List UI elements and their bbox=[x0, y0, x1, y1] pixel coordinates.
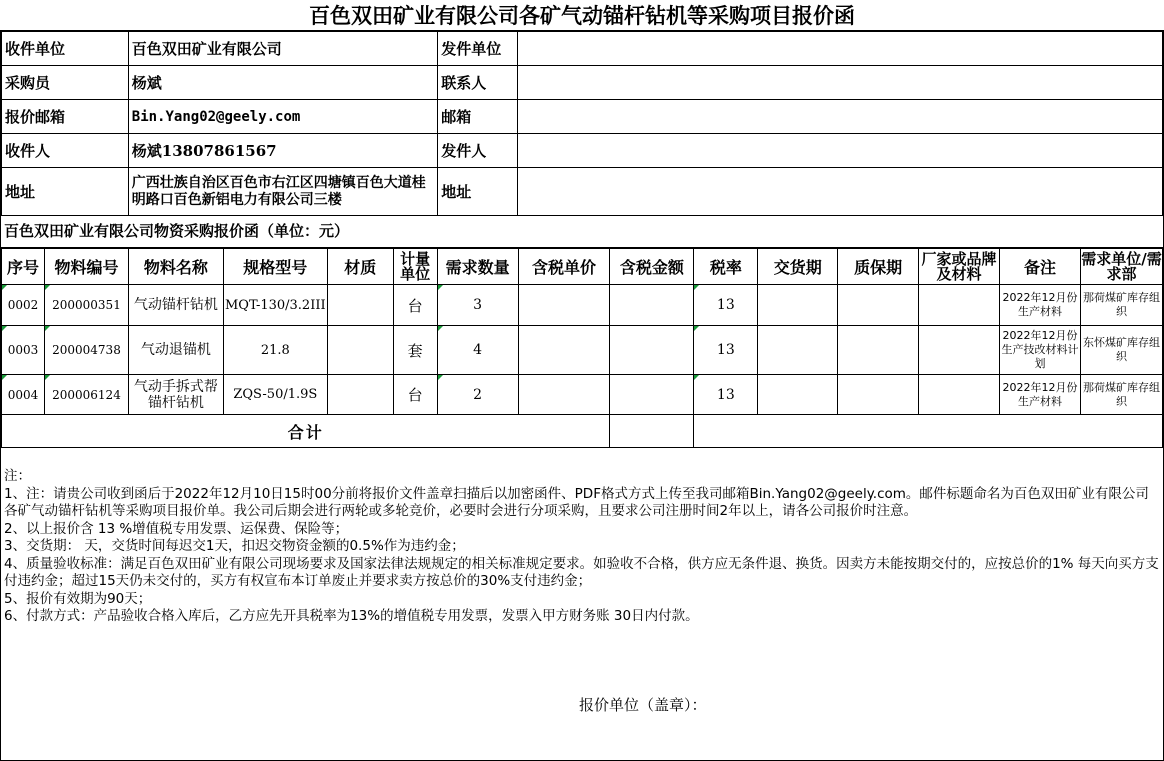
total-label: 合计 bbox=[2, 415, 610, 448]
row-amount[interactable] bbox=[610, 375, 694, 415]
table-header-row bbox=[2, 249, 1163, 285]
row-seq: 0003 bbox=[2, 326, 45, 375]
recipient-value[interactable]: 杨斌13807861567 bbox=[128, 134, 438, 168]
row-brand[interactable] bbox=[919, 326, 1000, 375]
signature-line: 报价单位（盖章）： bbox=[579, 696, 707, 714]
note-item: 2、以上报价含 13 %增值税专用发票、运保费、保险等； bbox=[4, 520, 349, 537]
header-dept: 需求单位/需求部 bbox=[1081, 249, 1162, 283]
row-brand[interactable] bbox=[919, 375, 1000, 415]
header-qty: 需求数量 bbox=[437, 249, 518, 285]
header-material: 材质 bbox=[327, 249, 393, 285]
quote-email-value[interactable]: Bin.Yang02@geely.com bbox=[128, 100, 438, 134]
email-value[interactable] bbox=[518, 100, 1163, 134]
row-dept: 东怀煤矿库存组织 bbox=[1080, 326, 1162, 375]
row-amount[interactable] bbox=[610, 326, 694, 375]
address-value[interactable]: 广西壮族自治区百色市右江区四塘镇百色大道桂明路口百色新铝电力有限公司三楼 bbox=[128, 168, 438, 216]
row-name: 气动锚杆钻机 bbox=[128, 285, 223, 326]
row-tax: 13 bbox=[694, 375, 758, 415]
row-delivery[interactable] bbox=[758, 375, 838, 415]
row-name: 气动退锚机 bbox=[128, 326, 223, 375]
header-remark: 备注 bbox=[1000, 249, 1081, 285]
row-tax: 13 bbox=[694, 285, 758, 326]
table-row bbox=[2, 285, 1163, 326]
header-unit-price: 含税单价 bbox=[518, 249, 610, 285]
row-amount[interactable] bbox=[610, 285, 694, 326]
sender-label: 发件人 bbox=[438, 134, 518, 168]
row-material[interactable] bbox=[327, 326, 393, 375]
email-label: 邮箱 bbox=[438, 100, 518, 134]
info-table bbox=[1, 31, 1163, 216]
table-row bbox=[2, 375, 1163, 415]
row-brand[interactable] bbox=[919, 285, 1000, 326]
row-qty: 4 bbox=[437, 326, 518, 375]
recipient-label: 收件人 bbox=[2, 134, 129, 168]
row-remark: 2022年12月份生产技改材料计划 bbox=[1000, 326, 1081, 375]
quotation-sheet bbox=[0, 30, 1164, 761]
row-delivery[interactable] bbox=[758, 285, 838, 326]
row-qty: 3 bbox=[437, 285, 518, 326]
header-name: 物料名称 bbox=[128, 249, 223, 285]
row-code: 200000351 bbox=[44, 285, 128, 326]
items-table bbox=[1, 248, 1163, 448]
row-dept: 那荷煤矿库存组织 bbox=[1080, 285, 1162, 326]
buyer-label: 采购员 bbox=[2, 66, 129, 100]
row-warranty[interactable] bbox=[838, 285, 919, 326]
row-warranty[interactable] bbox=[838, 375, 919, 415]
row-spec: ZQS-50/1.9S bbox=[223, 375, 327, 415]
total-amount[interactable] bbox=[610, 415, 694, 448]
row-material[interactable] bbox=[327, 375, 393, 415]
row-spec: 21.8 bbox=[223, 326, 327, 375]
note-item: 6、付款方式：产品验收合格入库后，乙方应先开具税率为13%的增值税专用发票，发票入甲方财务账 30日内付款。 bbox=[4, 608, 699, 624]
row-warranty[interactable] bbox=[838, 326, 919, 375]
row-spec: MQT-130/3.2III bbox=[223, 285, 327, 326]
row-name: 气动手拆式帮锚杆钻机 bbox=[128, 375, 223, 415]
row-code: 200006124 bbox=[44, 375, 128, 415]
row-unit-price[interactable] bbox=[518, 326, 610, 375]
row-delivery[interactable] bbox=[758, 326, 838, 375]
row-unit: 套 bbox=[393, 326, 437, 375]
contact-value[interactable] bbox=[518, 66, 1163, 100]
quote-email-label: 报价邮箱 bbox=[2, 100, 129, 134]
row-unit-price[interactable] bbox=[518, 285, 610, 326]
note-item: 5、报价有效期为90天； bbox=[4, 590, 152, 607]
sender-value[interactable] bbox=[518, 134, 1163, 168]
header-spec: 规格型号 bbox=[223, 249, 327, 285]
total-blank bbox=[694, 415, 1163, 448]
header-unit: 计量单位 bbox=[393, 249, 437, 285]
notes-section bbox=[4, 468, 1160, 626]
buyer-value[interactable]: 杨斌 bbox=[128, 66, 438, 100]
header-seq: 序号 bbox=[2, 249, 45, 285]
header-brand: 厂家或品牌及材料 bbox=[919, 249, 1000, 285]
row-seq: 0004 bbox=[2, 375, 45, 415]
header-tax: 税率 bbox=[694, 249, 758, 285]
header-amount: 含税金额 bbox=[610, 249, 694, 285]
header-warranty: 质保期 bbox=[838, 249, 919, 285]
row-tax: 13 bbox=[694, 326, 758, 375]
row-seq: 0002 bbox=[2, 285, 45, 326]
header-code: 物料编号 bbox=[44, 249, 128, 285]
header-delivery: 交货期 bbox=[758, 249, 838, 285]
total-row bbox=[2, 415, 1163, 448]
receiver-unit-label: 收件单位 bbox=[2, 32, 129, 66]
address-label: 地址 bbox=[2, 168, 129, 216]
row-qty: 2 bbox=[437, 375, 518, 415]
note-heading: 注： bbox=[4, 468, 31, 484]
contact-label: 联系人 bbox=[438, 66, 518, 100]
note-item: 1、注：请贵公司收到函后于2022年12月10日15时00分前将报价文件盖章扫描后以加密函件、PDF格式方式上传至我司邮箱Bin.Yang02@geely.com。邮件标题命名为百色双田矿业有限公司各矿气动锚杆钻机等采购项目报价单。我公司后期会进行两轮或多轮竞价，必要时会进行分项采购，且要求公司注册时间2年以上，请各公司报价时注意。 bbox=[4, 485, 1149, 519]
table-subtitle: 百色双田矿业有限公司物资采购报价函（单位：元） bbox=[1, 215, 1163, 248]
sender-unit-value[interactable] bbox=[518, 32, 1163, 66]
row-code: 200004738 bbox=[44, 326, 128, 375]
note-item: 4、质量验收标准：满足百色双田矿业有限公司现场要求及国家法律法规规定的相关标准规定要求。如验收不合格，供方应无条件退、换货。因卖方未能按期交付的，应按总价的1% 每天向买方支付违约金；超过15天仍未交付的，买方有权宣布本订单废止并要求卖方按总价的30%支付违约金； bbox=[4, 555, 1159, 589]
row-material[interactable] bbox=[327, 285, 393, 326]
row-dept: 那荷煤矿库存组织 bbox=[1080, 375, 1162, 415]
note-item: 3、交货期： 天，交货时间每迟交1天，扣迟交物资金额的0.5%作为违约金； bbox=[4, 538, 465, 554]
sender-unit-label: 发件单位 bbox=[438, 32, 518, 66]
row-remark: 2022年12月份生产材料 bbox=[1000, 285, 1081, 326]
row-unit: 台 bbox=[393, 285, 437, 326]
receiver-unit-value[interactable]: 百色双田矿业有限公司 bbox=[128, 32, 438, 66]
row-remark: 2022年12月份生产材料 bbox=[1000, 375, 1081, 415]
address2-label: 地址 bbox=[438, 168, 518, 216]
address2-value[interactable] bbox=[518, 168, 1163, 216]
row-unit-price[interactable] bbox=[518, 375, 610, 415]
page-title: 百色双田矿业有限公司各矿气动锚杆钻机等采购项目报价函 bbox=[309, 3, 855, 28]
table-row bbox=[2, 326, 1163, 375]
row-unit: 台 bbox=[393, 375, 437, 415]
